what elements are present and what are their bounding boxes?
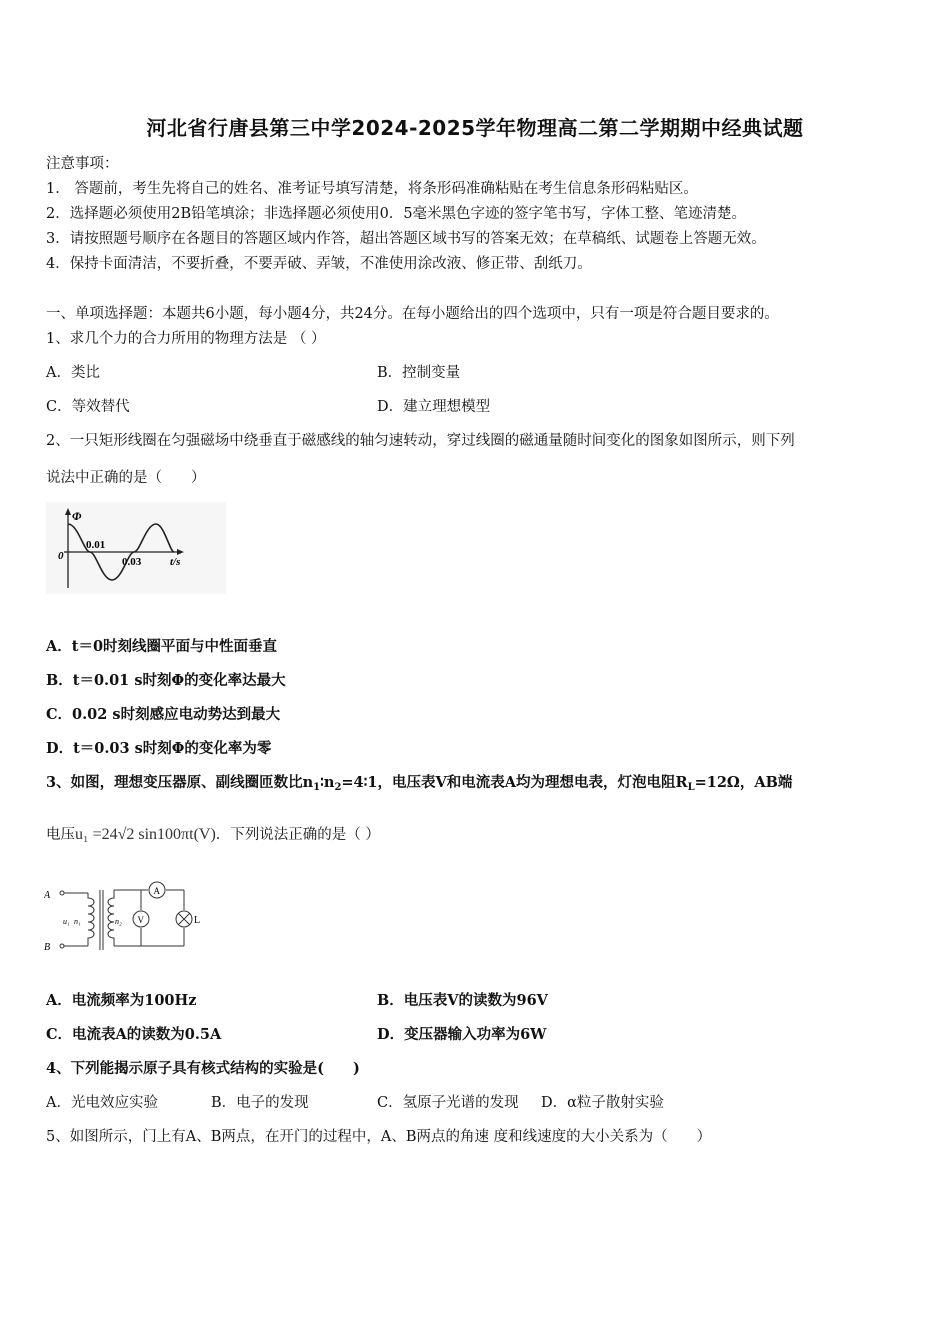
q4-option-d: D．α粒子散射实验 [541,1095,664,1111]
voltage-formula: u₁ =24√2 sin100πt(V) [75,826,216,843]
q5-stem: 5、如图所示，门上有A、B两点，在开门的过程中，A、B两点的角速 度和线速度的大小关系为（ ） [46,1129,712,1145]
terminal-b [60,944,64,948]
q1-option-a: A．类比 [46,365,100,381]
q2-stem-line1: 2、一只矩形线圈在匀强磁场中绕垂直于磁感线的轴匀速转动，穿过线圈的磁通量随时间变化的图象如图所示，则下列 [46,433,795,449]
q1-option-b: B．控制变量 [377,365,461,381]
q2-stem-line2: 说法中正确的是（ ） [46,470,206,486]
q3-option-b: B．电压表V的读数为96V [377,992,548,1009]
q1-stem: 1、求几个力的合力所用的物理方法是 （ ） [46,331,326,347]
y-axis-label: Φ [72,509,82,523]
q4-stem: 4、下列能揭示原子具有核式结构的实验是( ) [46,1060,360,1077]
tick-label-0.03: 0.03 [122,556,142,568]
q3-stem-line2 [46,823,380,844]
q4-option-b: B．电子的发现 [211,1095,309,1111]
q3-stem-text-c: =4∶1，电压表V和电流表A均为理想电表，灯泡电阻R [341,774,688,791]
x-axis-label: t/s [170,556,181,568]
terminal-a [60,891,64,895]
q1-option-d: D．建立理想模型 [377,399,491,415]
q3-sub-1: 1 [313,782,321,793]
terminal-b-label: B [44,942,51,953]
section-heading: 一、单项选择题：本题共6小题，每小题4分，共24分。在每小题给出的四个选项中，只有一项是符合题目要求的。 [46,306,779,322]
q2-option-a: A．t＝0时刻线圈平面与中性面垂直 [46,638,278,655]
q3-sub-2: 2 [334,782,342,793]
q4-option-c: C．氢原子光谱的发现 [377,1095,519,1111]
tick-label-0.01: 0.01 [86,539,106,551]
notice-item-4: 4．保持卡面清洁，不要折叠，不要弄破、弄皱，不准使用涂改液、修正带、刮纸刀。 [46,256,592,272]
q3-stem-text-a: 3、如图，理想变压器原、副线圈匝数比n [46,774,314,791]
q3-stem2-post: ．下列说法正确的是（ ） [215,827,380,843]
notice-item-2: 2．选择题必须使用2B铅笔填涂；非选择题必须使用0．5毫米黑色字迹的签字笔书写，字体工整、笔迹清楚。 [46,206,747,222]
q3-stem-text-b: ∶n [320,774,335,791]
transformer-circuit [44,880,204,954]
ammeter-label: A [153,886,160,896]
q3-sub-l: L [687,782,695,793]
n1-label: n₁ [74,917,81,926]
secondary-coil [108,890,114,946]
lamp-label: L [194,915,201,926]
terminal-a-label: A [44,890,51,901]
q3-option-d: D．变压器输入功率为6W [377,1026,547,1043]
q4-option-a: A．光电效应实验 [46,1095,158,1111]
q3-stem2-pre: 电压 [46,827,75,843]
q3-stem-text-d: =12Ω，AB端 [694,774,793,791]
q3-stem-line1 [46,771,792,793]
primary-coil [88,893,94,946]
n2-label: n₂ [115,917,122,926]
q2-option-b: B．t＝0.01 s时刻Φ的变化率达最大 [46,672,286,689]
voltmeter-label: V [137,915,144,925]
origin-label: 0 [58,550,64,562]
q3-option-a: A．电流频率为100Hz [46,992,197,1009]
notice-item-1: 1． 答题前，考生先将自己的姓名、准考证号填写清楚，将条形码准确粘贴在考生信息条形码粘贴区。 [46,181,698,197]
q1-option-c: C．等效替代 [46,399,130,415]
notice-heading: 注意事项： [46,156,119,172]
q2-option-d: D．t＝0.03 s时刻Φ的变化率为零 [46,740,272,757]
page-title: 河北省行唐县第三中学2024-2025学年物理高二第二学期期中经典试题 [146,116,804,140]
q2-option-c: C．0.02 s时刻感应电动势达到最大 [46,706,281,723]
q3-option-c: C．电流表A的读数为0.5A [46,1026,222,1043]
notice-item-3: 3．请按照题号顺序在各题目的答题区域内作答，超出答题区域书写的答案无效；在草稿纸、试题卷上答题无效。 [46,231,766,247]
u1-label: u₁ [63,917,70,926]
flux-time-graph [46,502,226,594]
